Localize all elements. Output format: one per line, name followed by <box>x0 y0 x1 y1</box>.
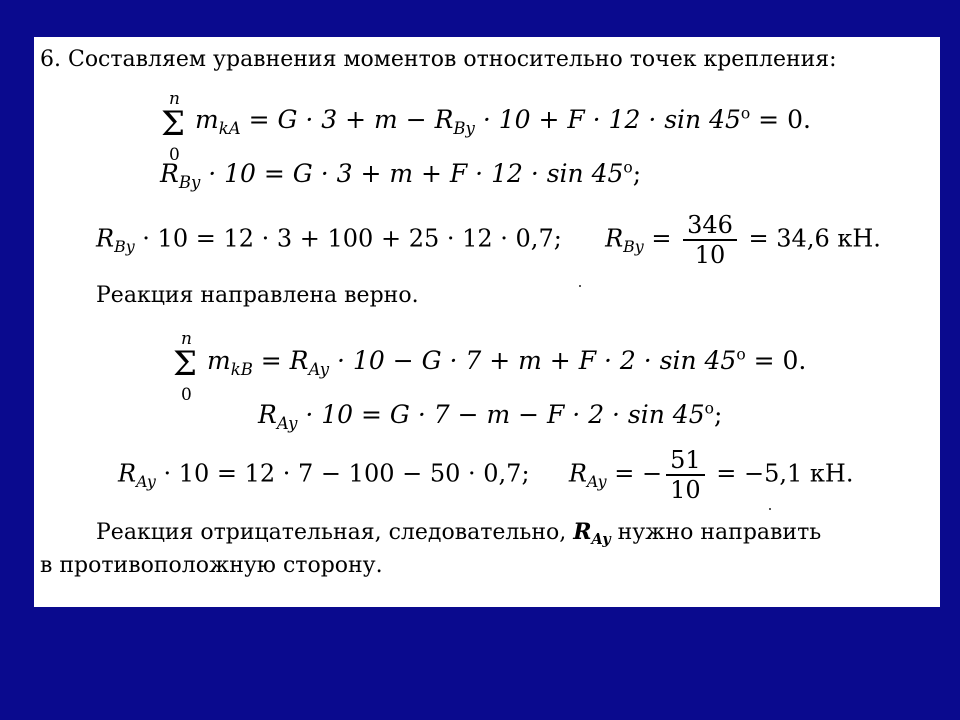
sum-b-lhs-sub: kB <box>230 359 253 379</box>
ray-result-value: = −5,1 кН. <box>708 459 854 488</box>
conclusion-part-2: нужно направить <box>610 520 822 545</box>
rby-calc-body: · 10 = 12 · 3 + 100 + 25 · 12 · 0,7; <box>134 224 562 253</box>
ray-calc-body: · 10 = 12 · 7 − 100 − 50 · 0,7; <box>155 459 530 488</box>
rby-calculation <box>96 213 881 267</box>
ray-numerator: 51 <box>670 446 701 474</box>
sum-b-degree: o <box>736 345 746 364</box>
rby-numerator: 346 <box>687 211 733 239</box>
scan-speck <box>579 285 581 287</box>
ray-calc-symbol: R <box>118 459 137 488</box>
ray-calc-sub: Ay <box>136 472 156 492</box>
scan-speck <box>769 508 771 510</box>
conclusion-line-2: в противоположную сторону. <box>40 553 383 578</box>
ray-result-eq: = − <box>606 459 663 488</box>
sum-b-rhs-1-sub: Ay <box>308 359 330 379</box>
ray-degree: o <box>704 399 714 418</box>
rby-sub: By <box>178 172 201 192</box>
sum-b-equation <box>207 345 807 379</box>
sum-a-rhs-2: · 10 + F · 12 · sin 45 <box>474 105 741 134</box>
sum-a-lower-limit: 0 <box>169 145 180 165</box>
sum-b-symbol <box>173 329 207 409</box>
sum-b-rhs-end: = 0. <box>745 346 807 375</box>
document-page <box>34 37 940 607</box>
rby-result-sub: By <box>623 237 644 257</box>
sum-a-upper-limit: n <box>169 89 180 109</box>
sum-a-degree: o <box>740 104 751 123</box>
rby-result-value: = 34,6 кН. <box>740 224 881 253</box>
rby-equation <box>160 158 642 192</box>
rby-calc-symbol: R <box>96 224 115 253</box>
sum-b-upper-limit: n <box>181 329 192 349</box>
rby-denominator: 10 <box>683 239 737 267</box>
sum-a-rhs-end: = 0. <box>750 105 811 134</box>
conclusion-symbol-sub: Ay <box>591 531 611 549</box>
ray-end: ; <box>713 400 723 429</box>
sum-a-equation <box>195 104 811 138</box>
ray-result-sub: Ay <box>586 472 607 492</box>
ray-equation <box>258 399 723 433</box>
ray-calculation <box>118 448 854 502</box>
sum-a-lhs-sub: kA <box>218 118 241 138</box>
heading: 6. Составляем уравнения моментов относительно точек крепления: <box>40 47 837 72</box>
sum-b-lower-limit: 0 <box>181 385 192 405</box>
sum-b-rhs-2: · 10 − G · 7 + m + F · 2 · sin 45 <box>329 346 737 375</box>
rby-symbol: R <box>160 159 179 188</box>
conclusion-symbol: R <box>573 519 592 545</box>
conclusion-line-1 <box>96 519 822 549</box>
ray-sub: Ay <box>276 413 298 433</box>
ray-body: · 10 = G · 7 − m − F · 2 · sin 45 <box>297 400 705 429</box>
sum-b-lhs: m <box>207 346 231 375</box>
ray-denominator: 10 <box>666 474 705 502</box>
note-correct: Реакция направлена верно. <box>96 283 419 308</box>
ray-fraction <box>666 448 705 502</box>
rby-result-symbol: R <box>605 224 624 253</box>
ray-symbol: R <box>258 400 277 429</box>
rby-result-eq: = <box>643 224 680 253</box>
rby-fraction <box>683 213 737 267</box>
sum-a-rhs-1: = G · 3 + m − R <box>240 105 454 134</box>
ray-result-symbol: R <box>568 459 587 488</box>
sum-a-symbol <box>161 89 195 169</box>
sum-a-rhs-1-sub: By <box>453 118 475 138</box>
sigma-icon: Σ <box>173 344 198 384</box>
sum-a-lhs: m <box>195 105 219 134</box>
rby-degree: o <box>623 158 633 177</box>
sum-b-rhs-1: = R <box>252 346 309 375</box>
conclusion-part-1: Реакция отрицательная, следовательно, <box>96 520 574 545</box>
rby-body: · 10 = G · 3 + m + F · 12 · sin 45 <box>200 159 624 188</box>
rby-calc-sub: By <box>114 237 135 257</box>
sigma-icon: Σ <box>161 104 186 144</box>
rby-end: ; <box>632 159 642 188</box>
